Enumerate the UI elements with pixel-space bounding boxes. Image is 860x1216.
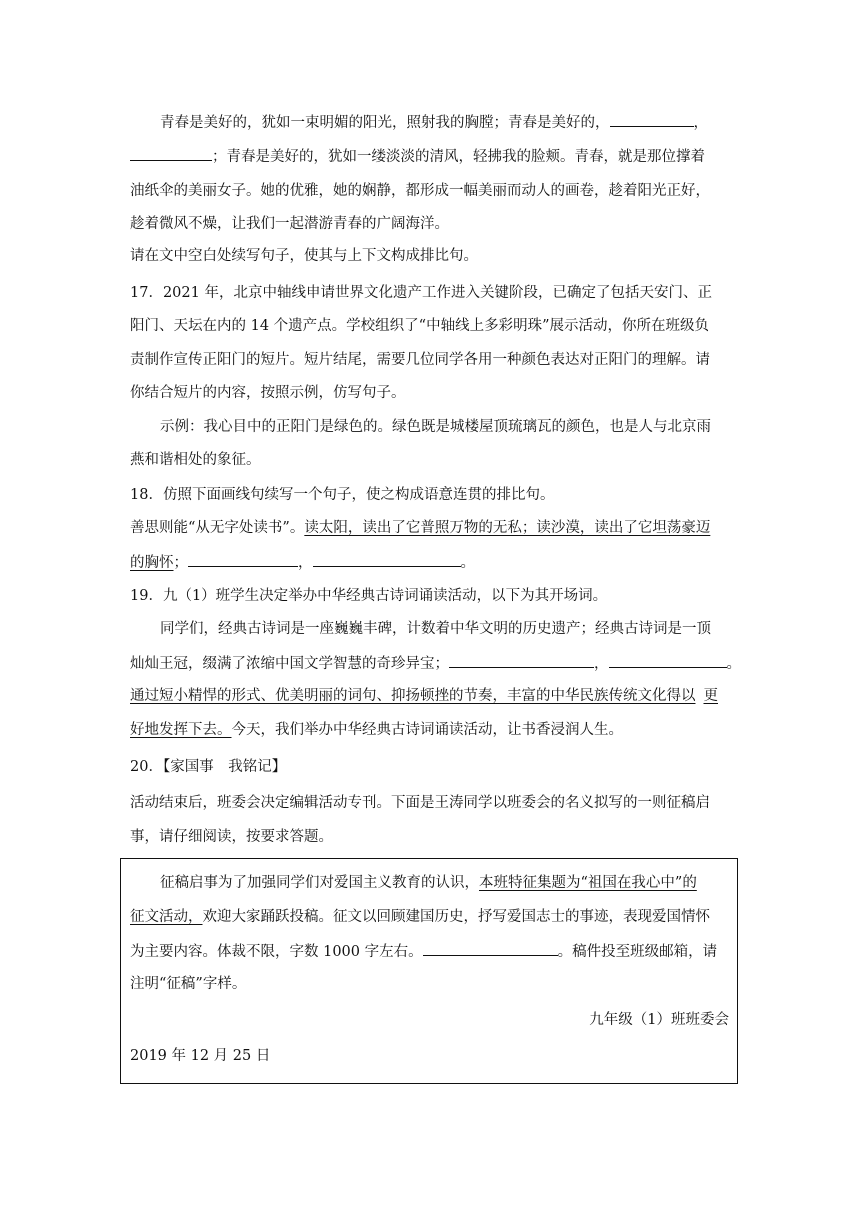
q19-text: 今天，我们举办中华经典古诗词诵读活动，让书香浸润人生。 xyxy=(231,722,623,738)
answer-blank[interactable] xyxy=(610,112,694,127)
q17-line-4: 你结合短片的内容，按照示例，仿写句子。 xyxy=(130,385,406,401)
notice-line-2 xyxy=(130,907,710,927)
q17-line-2: 阳门、天坛在内的 14 个遗产点。学校组织了“中轴线上多彩明珠”展示活动，你所在班级负 xyxy=(130,318,709,334)
notice-line-4: 注明“征稿”字样。 xyxy=(130,976,247,992)
notice-text: 为主要内容。体裁不限，字数 1000 字左右。 xyxy=(130,944,423,960)
q16-line-1 xyxy=(160,112,708,133)
q19-text: 灿灿王冠，缀满了浓缩中国文学智慧的奇珍异宝； xyxy=(130,656,449,672)
q18-underlined-sentence: 的胸怀 xyxy=(130,555,174,571)
q18-text: ； xyxy=(173,555,188,571)
answer-blank[interactable] xyxy=(313,552,461,567)
q16-text: ；青春是美好的，犹如一缕淡淡的清风，轻拂我的脸颊。青春，就是那位撑着 xyxy=(212,149,705,165)
q16-line-4: 趁着微风不燥，让我们一起潜游青春的广阔海洋。 xyxy=(130,216,449,232)
notice-underlined-sentence: 征文活动， xyxy=(130,909,203,925)
q18-text: 。 xyxy=(460,555,475,571)
answer-blank[interactable] xyxy=(188,552,298,567)
notice-text: 欢迎大家踊跃投稿。征文以回顾建国历史，抒写爱国志士的事迹，表现爱国情怀 xyxy=(202,909,710,925)
q19-underlined-sentence: 通过短小精悍的形式、优美明丽的词句、抑扬顿挫的节奏，丰富的中华民族传统文化得以 xyxy=(130,688,696,704)
q19-line-5 xyxy=(130,720,623,740)
q18-text: ， xyxy=(298,555,313,571)
notice-date: 2019 年 12 月 25 日 xyxy=(130,1048,271,1064)
q16-line-3: 油纸伞的美丽女子。她的优雅，她的娴静，都形成一幅美丽而动人的画卷，趁着阳光正好， xyxy=(130,183,710,199)
q19-text: ， xyxy=(594,656,609,672)
q19-underlined-sentence: 好地发挥下去。 xyxy=(130,722,232,738)
notice-underlined-sentence: 本班特征集题为“祖国在我心中”的 xyxy=(479,875,697,891)
q18-underlined-sentence: 读太阳，读出了它普照万物的无私；读沙漠，读出了它坦荡豪迈 xyxy=(304,520,711,536)
answer-blank[interactable] xyxy=(423,941,558,956)
q20-line-1: 活动结束后，班委会决定编辑活动专刊。下面是王涛同学以班委会的名义拟写的一则征稿启 xyxy=(130,795,710,811)
q17-example-2: 燕和谐相处的象征。 xyxy=(130,452,261,468)
q19-line-2: 同学们，经典古诗词是一座巍巍丰碑，计数着中华文明的历史遗产；经典古诗词是一顶 xyxy=(160,621,711,637)
q17-line-1: 17．2021 年，北京中轴线申请世界文化遗产工作进入关键阶段，已确定了包括天安门、正 xyxy=(130,285,712,301)
q19-line-1: 19．九（1）班学生决定举办中华经典古诗词诵读活动，以下为其开场词。 xyxy=(130,588,608,604)
q20-line-2: 事，请仔细阅读，按要求答题。 xyxy=(130,829,333,845)
q20-title: 20．【家国事 我铭记】 xyxy=(130,759,287,775)
q17-line-3: 责制作宣传正阳门的短片。短片结尾，需要几位同学各用一种颜色表达对正阳门的理解。请 xyxy=(130,352,710,368)
q17-example-1: 示例：我心目中的正阳门是绿色的。绿色既是城楼屋顶琉璃瓦的颜色，也是人与北京雨 xyxy=(160,419,711,435)
answer-blank[interactable] xyxy=(609,653,727,668)
q19-text: 。 xyxy=(726,656,741,672)
q18-line-2 xyxy=(130,518,710,538)
q16-instruction: 请在文中空白处续写句子，使其与上下文构成排比句。 xyxy=(130,248,478,264)
q16-line-2 xyxy=(130,146,705,167)
answer-blank[interactable] xyxy=(449,653,594,668)
notice-signer: 九年级（1）班班委会 xyxy=(589,1012,729,1028)
answer-blank[interactable] xyxy=(130,146,212,161)
q16-text: ， xyxy=(693,115,708,131)
q19-line-3 xyxy=(130,653,741,674)
q18-line-3 xyxy=(130,552,475,573)
q19-underlined-sentence: 更 xyxy=(703,688,718,704)
q16-text: 青春是美好的，犹如一束明媚的阳光，照射我的胸膛；青春是美好的， xyxy=(160,115,610,131)
notice-text: 征稿启事为了加强同学们对爱国主义教育的认识， xyxy=(160,875,479,891)
q19-line-4 xyxy=(130,686,718,706)
q18-line-1: 18．仿照下面画线句续写一个句子，使之构成语意连贯的排比句。 xyxy=(130,487,555,503)
q18-text: 善思则能“从无字处读书”。 xyxy=(130,520,305,536)
notice-text: 。稿件投至班级邮箱，请 xyxy=(557,944,718,960)
notice-line-1 xyxy=(160,873,697,893)
notice-line-3 xyxy=(130,941,717,962)
